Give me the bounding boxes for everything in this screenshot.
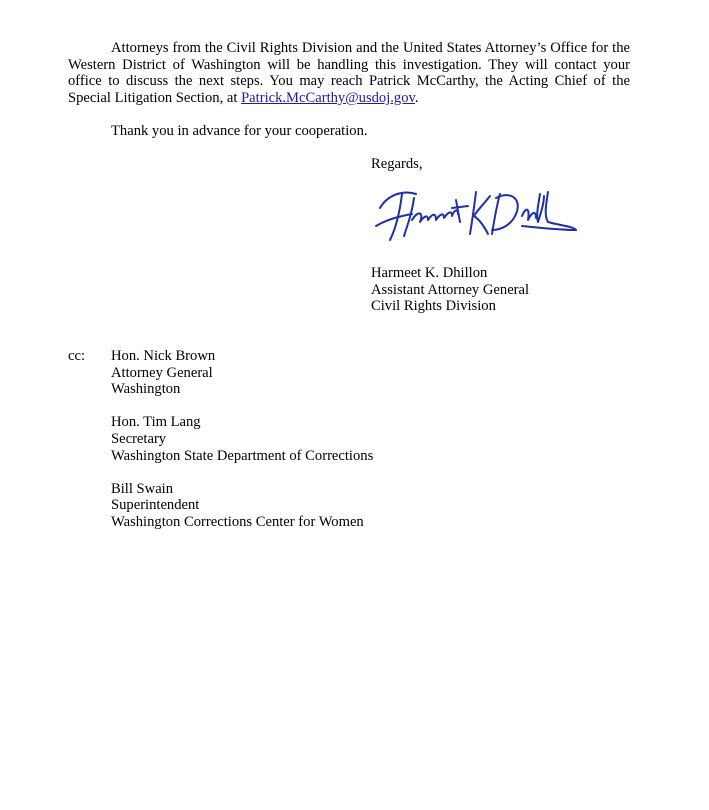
cc-recipient	[111, 414, 373, 464]
signatory-division: Civil Rights Division	[371, 298, 496, 315]
signature-block	[371, 265, 529, 315]
recipient-org: Washington	[111, 381, 181, 398]
cc-recipient	[111, 481, 373, 531]
recipient-title: Superintendent	[111, 497, 200, 514]
recipient-title: Attorney General	[111, 364, 213, 381]
body-paragraph-investigation	[68, 40, 630, 106]
recipient-name: Hon. Tim Lang	[111, 414, 201, 431]
recipient-title: Secretary	[111, 430, 167, 447]
recipient-org: Washington Corrections Center for Women	[111, 513, 364, 530]
signatory-title: Assistant Attorney General	[371, 281, 530, 298]
signatory-name: Harmeet K. Dhillon	[371, 265, 488, 281]
cc-recipients-list	[111, 348, 373, 547]
recipient-name: Hon. Nick Brown	[111, 348, 216, 364]
cc-recipient	[111, 348, 373, 398]
body-paragraph-thanks: Thank you in advance for your cooperation.	[111, 123, 368, 139]
paragraph-text: Attorneys from the Civil Rights Division and the United States Attorney’s Office for the Western District of Washington will be handling this investigation. They will contact your office to discuss the next steps. You may reach Patrick McCarthy, the Acting Chief of the Special Litigation Section, at	[68, 40, 630, 106]
recipient-org: Washington State Department of Corrections	[111, 447, 374, 464]
closing-salutation: Regards,	[371, 156, 423, 172]
recipient-name: Bill Swain	[111, 480, 174, 497]
cc-label: cc:	[68, 348, 86, 364]
signature-image	[372, 186, 578, 248]
paragraph-end: .	[414, 89, 419, 106]
email-link[interactable]: Patrick.McCarthy@usdoj.gov	[241, 89, 415, 106]
